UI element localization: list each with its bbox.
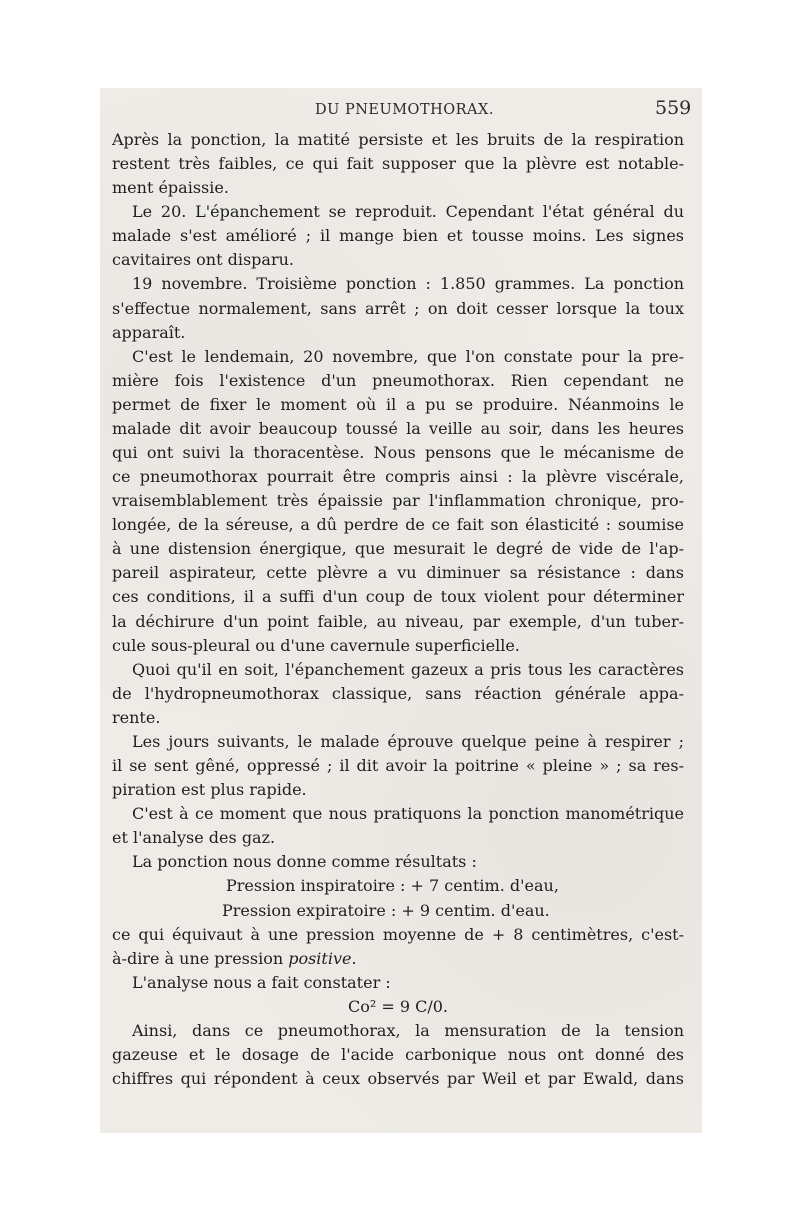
text-segment: . [351, 948, 357, 968]
text-line: piration est plus rapide. [112, 780, 307, 800]
text-line: restent très faibles, ce qui fait supposer que la plèvre est notable- [112, 154, 684, 174]
running-head [0, 96, 800, 124]
text-line: permet de fixer le moment où il a pu se produire. Néanmoins le [112, 394, 684, 414]
text-line: vraisemblablement très épaissie par l'inflammation chronique, pro- [112, 491, 684, 511]
text-line: longée, de la séreuse, a dû perdre de ce fait son élasticité : soumise [112, 515, 684, 535]
text-line: apparaît. [112, 322, 186, 342]
text-line: Le 20. L'épanchement se reproduit. Cependant l'état général du [132, 202, 684, 222]
italic-word: positive [288, 948, 352, 968]
formula-line: Pression inspiratoire : + 7 centim. d'eau, [226, 876, 559, 896]
text-line: à une distension énergique, que mesurait le degré de vide de l'ap- [112, 539, 684, 559]
page-number: 559 [655, 97, 692, 119]
running-title: DU PNEUMOTHORAX. [315, 102, 494, 118]
text-line: Après la ponction, la matité persiste et les bruits de la respiration [112, 130, 684, 149]
text-line: s'effectue normalement, sans arrêt ; on doit cesser lorsque la toux [112, 298, 684, 318]
text-line: C'est le lendemain, 20 novembre, que l'on constate pour la pre- [132, 346, 684, 366]
text-line: la déchirure d'un point faible, au niveau, par exemple, d'un tuber- [112, 611, 684, 631]
text-line: rente. [112, 707, 161, 727]
text-line: 19 novembre. Troisième ponction : 1.850 grammes. La ponction [132, 274, 684, 294]
text-line: mière fois l'existence d'un pneumothorax. Rien cependant ne [112, 370, 684, 390]
text-line: malade dit avoir beaucoup toussé la veille au soir, dans les heures [112, 418, 684, 438]
text-line: pareil aspirateur, cette plèvre a vu diminuer sa résistance : dans [112, 563, 684, 583]
text-line: Les jours suivants, le malade éprouve quelque peine à respirer ; [132, 731, 684, 751]
text-line: Ainsi, dans ce pneumothorax, la mensuration de la tension [132, 1020, 684, 1040]
text-line: il se sent gêné, oppressé ; il dit avoir la poitrine « pleine » ; sa res- [112, 756, 684, 776]
formula-line: Pression expiratoire : + 9 centim. d'eau. [222, 900, 550, 920]
text-line: et l'analyse des gaz. [112, 828, 276, 848]
text-line: ce pneumothorax pourrait être compris ainsi : la plèvre viscérale, [112, 467, 684, 487]
formula-line: Co² = 9 C/0. [347, 996, 449, 1016]
text-line: L'analyse nous a fait constater : [132, 972, 391, 992]
text-line: qui ont suivi la thoracentèse. Nous pensons que le mécanisme de [112, 443, 684, 463]
text-line: ment épaissie. [112, 178, 229, 198]
text-line: de l'hydropneumothorax classique, sans réaction générale appa- [112, 683, 684, 703]
text-segment: à-dire à une pression [112, 948, 289, 968]
text-line: ce qui équivaut à une pression moyenne de + 8 centimètres, c'est- [112, 924, 684, 944]
body-text [112, 128, 684, 1091]
text-line: C'est à ce moment que nous pratiquons la ponction manométrique [132, 804, 684, 824]
text-line: Quoi qu'il en soit, l'épanchement gazeux a pris tous les caractères [132, 659, 684, 679]
text-line: chiffres qui répondent à ceux observés par Weil et par Ewald, dans [112, 1069, 684, 1089]
text-line: gazeuse et le dosage de l'acide carbonique nous ont donné des [112, 1044, 684, 1064]
text-line: La ponction nous donne comme résultats : [132, 852, 477, 872]
text-line: cavitaires ont disparu. [112, 250, 294, 270]
text-line: ces conditions, il a suffi d'un coup de toux violent pour déterminer [112, 587, 684, 607]
text-line-with-italic [112, 947, 684, 971]
text-line: malade s'est amélioré ; il mange bien et tousse moins. Les signes [112, 226, 684, 246]
text-line: cule sous-pleural ou d'une cavernule superficielle. [112, 635, 520, 655]
